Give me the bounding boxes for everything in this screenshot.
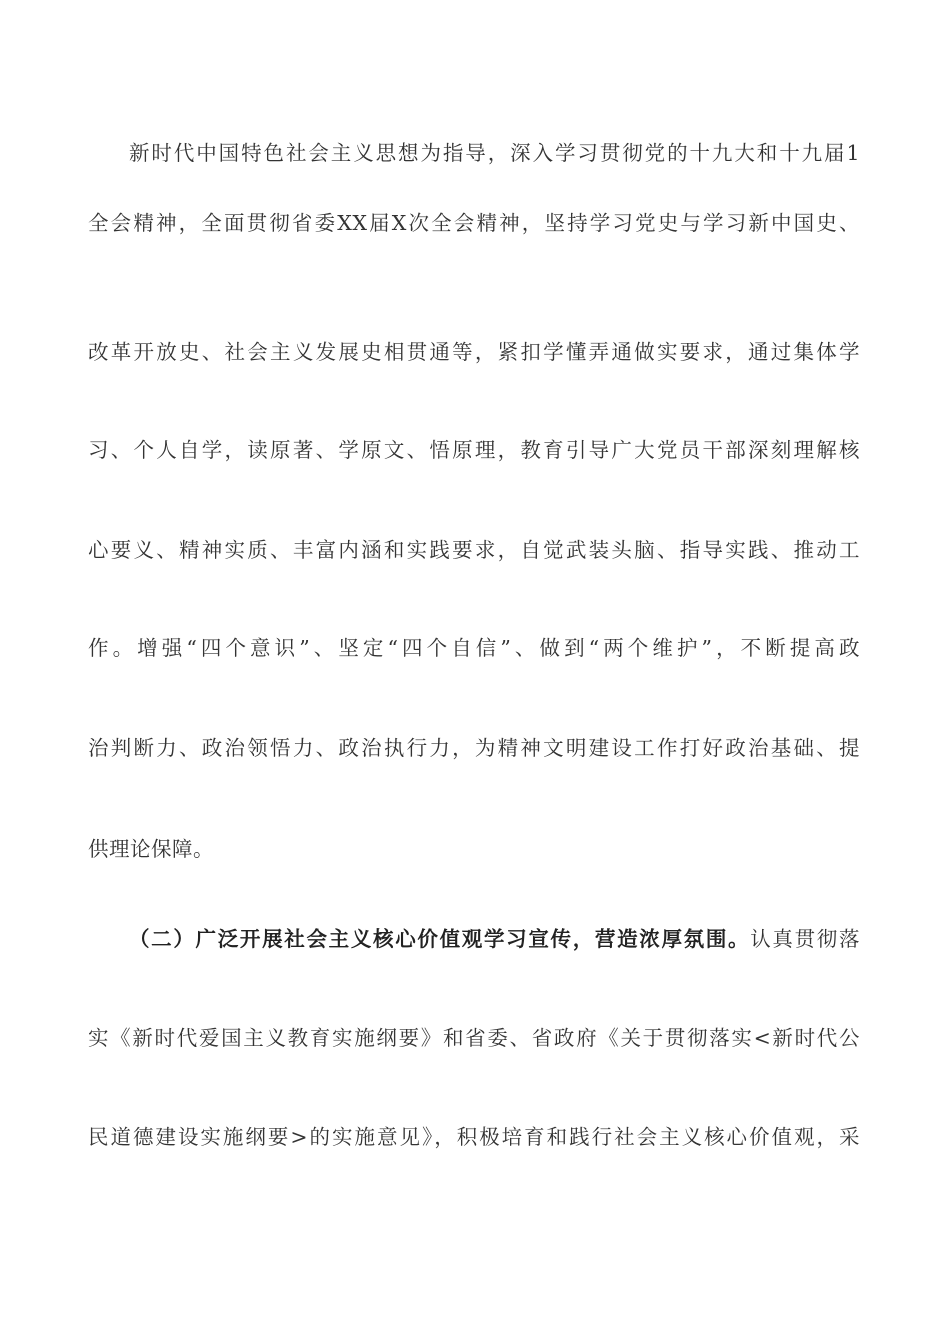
paragraph1-line-2: 全会精神，全面贯彻省委XX届X次全会精神，坚持学习党史与学习新中国史、 — [88, 211, 860, 235]
paragraph2-line-1-text: 认真贯彻落 — [750, 927, 860, 951]
paragraph2-line-3: 民道德建设实施纲要>的实施意见》，积极培育和践行社会主义核心价值观，采 — [88, 1125, 860, 1149]
section-heading: （二）广泛开展社会主义核心价值观学习宣传，营造浓厚氛围。 — [129, 927, 751, 951]
paragraph1-line-8: 供理论保障。 — [88, 837, 214, 861]
paragraph1-line-3: 改革开放史、社会主义发展史相贯通等，紧扣学懂弄通做实要求，通过集体学 — [88, 340, 860, 364]
paragraph1-line-5: 心要义、精神实质、丰富内涵和实践要求，自觉武装头脑、指导实践、推动工 — [88, 538, 860, 562]
paragraph2-line-2: 实《新时代爱国主义教育实施纲要》和省委、省政府《关于贯彻落实<新时代公 — [88, 1026, 860, 1050]
paragraph1-line-1: 新时代中国特色社会主义思想为指导，深入学习贯彻党的十九大和十九届1 — [129, 141, 860, 165]
paragraph1-line-7: 治判断力、政治领悟力、政治执行力，为精神文明建设工作打好政治基础、提 — [88, 736, 860, 760]
paragraph1-line-4: 习、个人自学，读原著、学原文、悟原理，教育引导广大党员干部深刻理解核 — [88, 438, 860, 462]
paragraph1-line-6: 作。增强“四个意识”、坚定“四个自信”、做到“两个维护”，不断提高政 — [88, 636, 860, 660]
paragraph2-line-1 — [129, 925, 860, 953]
